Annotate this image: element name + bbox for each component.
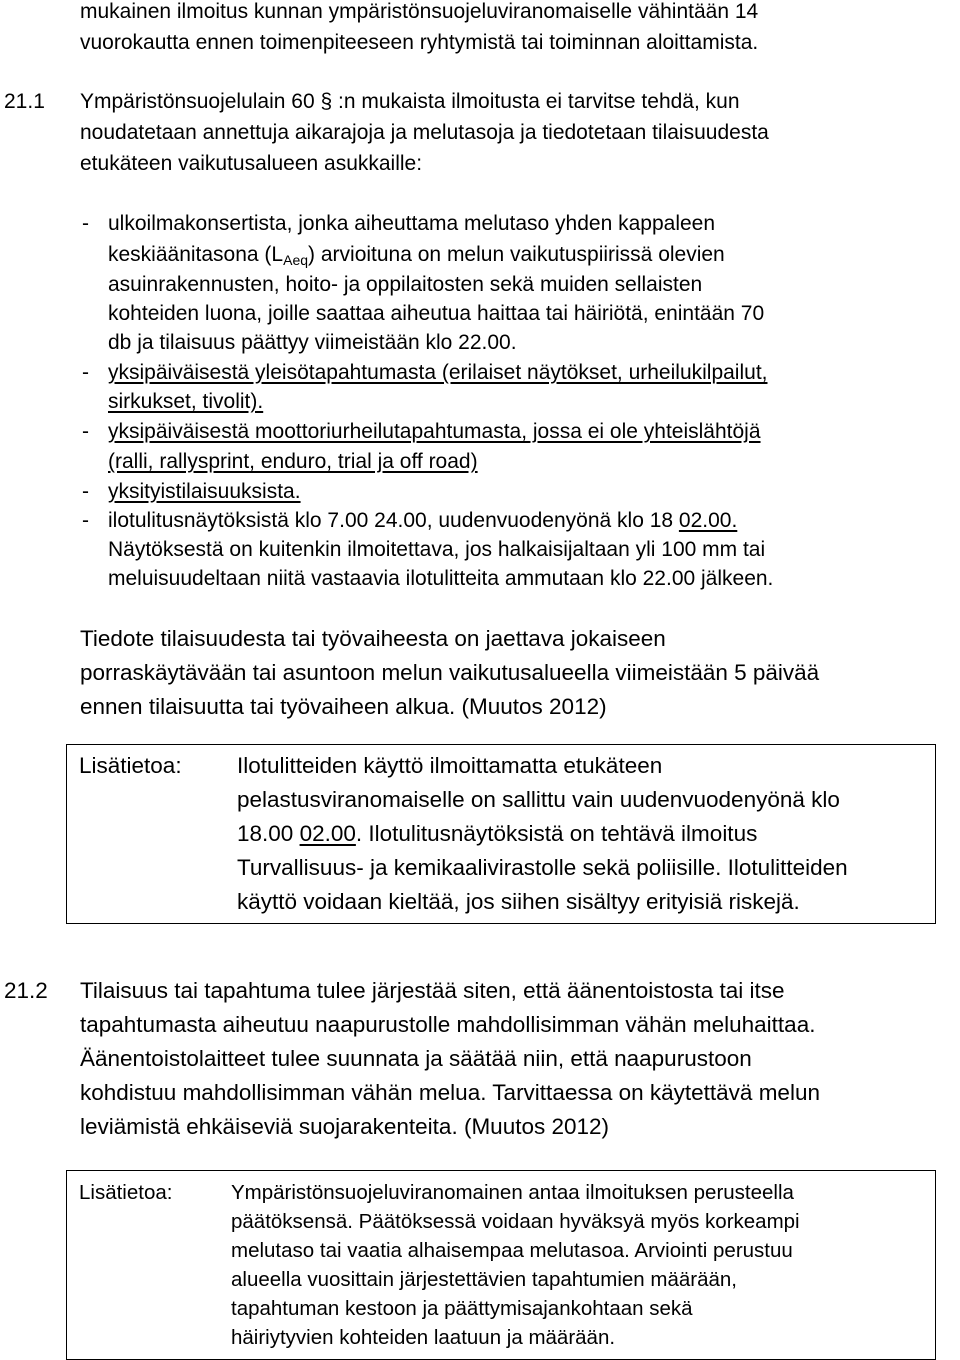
- item-4-line-1: yksityistilaisuuksista.: [108, 480, 301, 503]
- item-5-line-2: Näytöksestä on kuitenkin ilmoitettava, jos halkaisijaltaan yli 100 mm tai: [108, 538, 766, 561]
- item-1-line-2b: ) arvioituna on melun vaikutuspiirissä olevien: [308, 243, 725, 266]
- info-box-1-line-5: käyttö voidaan kieltää, jos siihen sisältyy erityisiä riskejä.: [237, 889, 800, 914]
- intro-line-2: vuorokautta ennen toimenpiteeseen ryhtymistä tai toiminnan aloittamista.: [80, 31, 759, 54]
- info-box-2-label: Lisätietoa:: [79, 1181, 173, 1204]
- item-1-line-2: [108, 243, 725, 268]
- item-1-line-1: ulkoilmakonsertista, jonka aiheuttama melutaso yhden kappaleen: [108, 212, 716, 235]
- section-number-21-1: 21.1: [4, 90, 45, 113]
- info-box-1-line-4: Turvallisuus- ja kemikaalivirastolle sekä poliisille. Ilotulitteiden: [237, 855, 848, 880]
- info-box-2-line-6: häiriytyvien kohteiden laatuun ja määrään.: [231, 1326, 616, 1349]
- info-box-1-line-1: Ilotulitteiden käyttö ilmoittamatta etukäteen: [237, 753, 663, 778]
- item-2-line-2: sirkukset, tivolit).: [108, 390, 264, 413]
- item-5-line-1: [108, 509, 737, 533]
- info-box-1: [66, 744, 936, 924]
- item-1-line-4: kohteiden luona, joille saattaa aiheutua haittaa tai häiriötä, enintään 70: [108, 302, 765, 325]
- list-dash: -: [82, 212, 89, 235]
- item-2-line-1: yksipäiväisestä yleisötapahtumasta (erilaiset näytökset, urheilukilpailut,: [108, 361, 768, 384]
- item-3-line-2: (ralli, rallysprint, enduro, trial ja off road): [108, 450, 478, 473]
- section-21-2-line-4: kohdistuu mahdollisimman vähän melua. Tarvittaessa on käytettävä melun: [80, 1080, 820, 1105]
- item-5-line-1-underlined: 02.00.: [678, 509, 738, 532]
- item-1-line-3: asuinrakennusten, hoito- ja oppilaitosten sekä muiden sellaisten: [108, 273, 703, 296]
- section-21-1-line-3: etukäteen vaikutusalueen asukkaille:: [80, 152, 423, 175]
- info-box-1-line-3b: . Ilotulitusnäytöksistä on tehtävä ilmoitus: [355, 821, 758, 846]
- info-box-1-line-3a: 18.00: [237, 821, 300, 846]
- item-5-line-1a: ilotulitusnäytöksistä klo 7.00 24.00, uudenvuodenyönä klo 18: [108, 509, 679, 532]
- list-dash: -: [82, 420, 89, 443]
- list-dash: -: [82, 361, 89, 384]
- info-box-1-line-3-underlined: 02.00: [299, 821, 356, 846]
- item-3-line-1: yksipäiväisestä moottoriurheilutapahtumasta, jossa ei ole yhteislähtöjä: [108, 420, 761, 443]
- notice-line-3: ennen tilaisuutta tai työvaiheen alkua. (Muutos 2012): [80, 694, 607, 719]
- aeq-subscript: Aeq: [283, 252, 309, 268]
- section-21-2-line-1: Tilaisuus tai tapahtuma tulee järjestää siten, että äänentoistosta tai itse: [80, 978, 785, 1003]
- section-21-1-line-1: Ympäristönsuojelulain 60 § :n mukaista ilmoitusta ei tarvitse tehdä, kun: [80, 90, 740, 113]
- info-box-2-line-1: Ympäristönsuojeluviranomainen antaa ilmoituksen perusteella: [231, 1181, 794, 1204]
- info-box-2-line-5: tapahtuman kestoon ja päättymisajankohtaan sekä: [231, 1297, 693, 1320]
- section-21-2-line-2: tapahtumasta aiheutuu naapurustolle mahdollisimman vähän meluhaittaa.: [80, 1012, 816, 1037]
- notice-line-1: Tiedote tilaisuudesta tai työvaiheesta on jaettava jokaiseen: [80, 626, 666, 651]
- info-box-1-label: Lisätietoa:: [79, 753, 182, 778]
- info-box-2: [66, 1170, 936, 1360]
- list-dash: -: [82, 509, 89, 532]
- intro-line-1: mukainen ilmoitus kunnan ympäristönsuojeluviranomaiselle vähintään 14: [80, 0, 759, 23]
- item-1-line-2a: keskiäänitasona (L: [108, 243, 284, 266]
- item-5-line-3: meluisuudeltaan niitä vastaavia ilotulitteita ammutaan klo 22.00 jälkeen.: [108, 567, 774, 590]
- info-box-2-line-2: päätöksensä. Päätöksessä voidaan hyväksyä myös korkeampi: [231, 1210, 800, 1233]
- section-21-2-line-5: leviämistä ehkäiseviä suojarakenteita. (Muutos 2012): [80, 1114, 610, 1139]
- section-number-21-2: 21.2: [4, 978, 48, 1003]
- section-21-1-line-2: noudatetaan annettuja aikarajoja ja melutasoja ja tiedotetaan tilaisuudesta: [80, 121, 769, 144]
- info-box-1-line-3: [237, 821, 757, 847]
- notice-line-2: porraskäytävään tai asuntoon melun vaikutusalueella viimeistään 5 päivää: [80, 660, 820, 685]
- info-box-1-line-2: pelastusviranomaiselle on sallittu vain uudenvuodenyönä klo: [237, 787, 840, 812]
- list-dash: -: [82, 480, 89, 503]
- info-box-2-line-3: melutaso tai vaatia alhaisempaa melutasoa. Arviointi perustuu: [231, 1239, 793, 1262]
- item-1-line-5: db ja tilaisuus päättyy viimeistään klo 22.00.: [108, 331, 517, 354]
- info-box-2-line-4: alueella vuosittain järjestettävien tapahtumien määrään,: [231, 1268, 737, 1291]
- section-21-2-line-3: Äänentoistolaitteet tulee suunnata ja säätää niin, että naapurustoon: [80, 1046, 752, 1071]
